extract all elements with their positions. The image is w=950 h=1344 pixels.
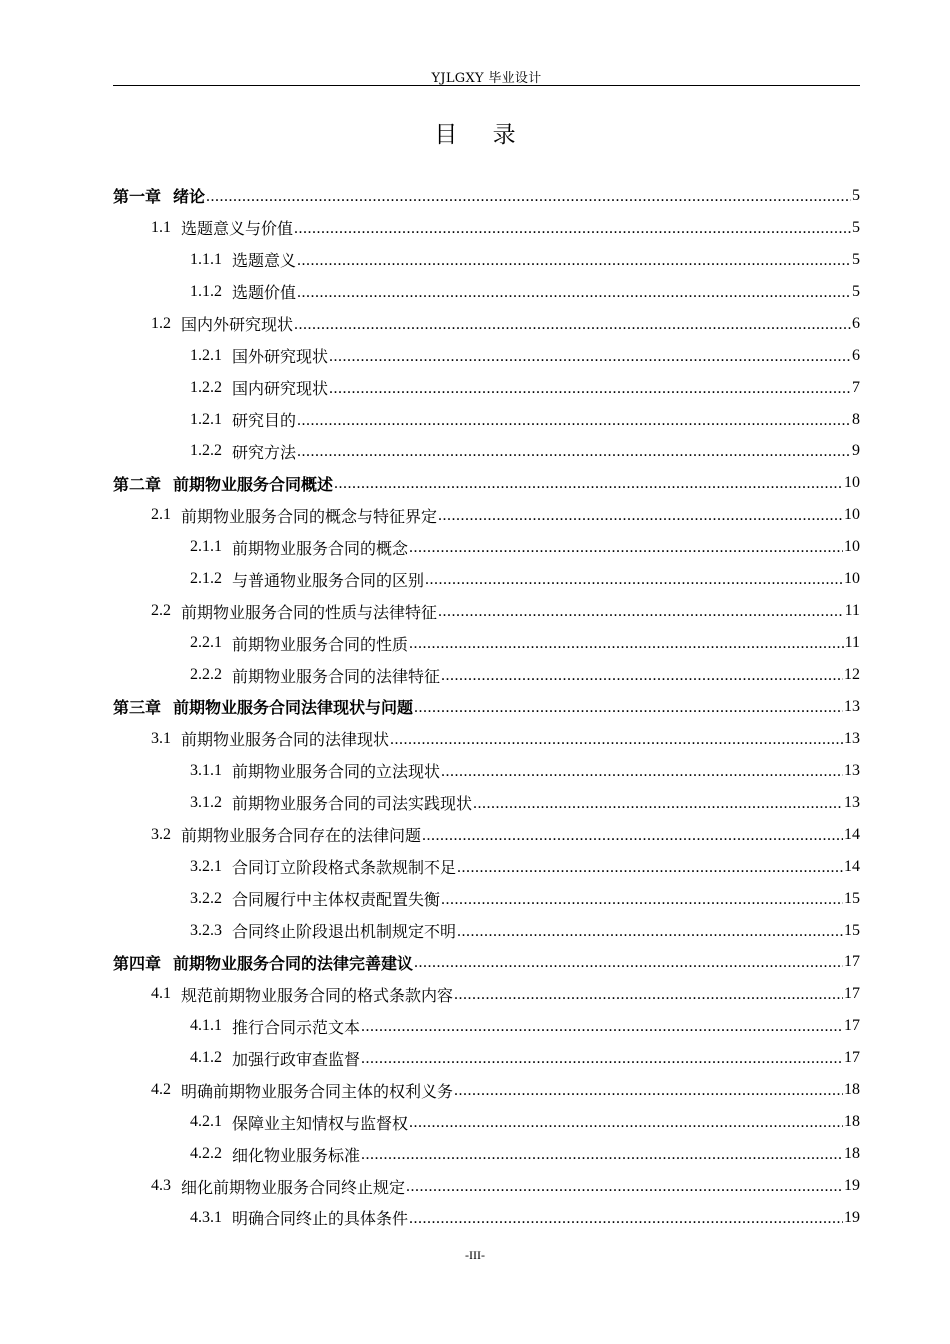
page-header-text: YJLGXY 毕业设计 — [431, 71, 542, 86]
toc-entry-number: 3.2 — [151, 825, 171, 843]
toc-entry-number: 3.2.2 — [190, 889, 222, 907]
toc-entry-number: 1.1.1 — [190, 250, 222, 268]
toc-entry[interactable] — [113, 851, 860, 883]
toc-entry[interactable] — [113, 244, 860, 276]
toc-entry[interactable] — [113, 1106, 860, 1138]
toc-entry-page: 10 — [844, 570, 860, 588]
toc-entry-page: 17 — [844, 1017, 860, 1035]
toc-dot-leader — [438, 603, 844, 621]
toc-entry-number: 2.1 — [151, 506, 171, 524]
toc-entry-label: 研究目的 — [232, 411, 297, 431]
toc-entry-number: 2.2.2 — [190, 666, 222, 684]
toc-entry[interactable] — [113, 1138, 860, 1170]
toc-entry[interactable] — [113, 915, 860, 947]
toc-dot-leader — [409, 1210, 843, 1228]
toc-entry-page: 15 — [844, 889, 860, 907]
toc-entry-page: 5 — [852, 218, 860, 236]
toc-entry-number: 1.2.2 — [190, 442, 222, 460]
toc-entry-label: 选题意义 — [232, 251, 297, 271]
toc-entry-page: 10 — [844, 506, 860, 524]
page-number: -III- — [465, 1248, 485, 1262]
toc-entry-number: 第二章 — [113, 474, 162, 494]
toc-entry-page: 18 — [844, 1081, 860, 1099]
toc-entry-number: 1.2.1 — [190, 410, 222, 428]
toc-entry-page: 17 — [844, 985, 860, 1003]
toc-dot-leader — [409, 539, 843, 557]
toc-entry[interactable] — [113, 1010, 860, 1042]
toc-entry-number: 4.1.1 — [190, 1017, 222, 1035]
toc-dot-leader — [294, 316, 851, 334]
toc-dot-leader — [441, 763, 843, 781]
toc-entry[interactable] — [113, 883, 860, 915]
toc-entry-page: 8 — [852, 410, 860, 428]
toc-entry-page: 13 — [844, 761, 860, 779]
toc-title: 目 录 — [434, 122, 530, 148]
toc-entry[interactable] — [113, 947, 860, 979]
toc-dot-leader — [454, 1082, 843, 1100]
toc-entry-number: 4.3.1 — [190, 1208, 222, 1226]
toc-entry-page: 10 — [844, 474, 860, 492]
toc-entry-number: 4.2.1 — [190, 1113, 222, 1131]
toc-entry-label: 前期物业服务合同法律现状与问题 — [173, 698, 414, 718]
toc-entry[interactable] — [113, 467, 860, 499]
toc-entry-page: 11 — [844, 602, 860, 620]
toc-dot-leader — [422, 827, 843, 845]
toc-dot-leader — [414, 954, 843, 972]
toc-entry-page: 13 — [844, 729, 860, 747]
toc-entry-page: 17 — [844, 953, 860, 971]
toc-entry-number: 1.2.2 — [190, 378, 222, 396]
toc-entry-number: 4.2 — [151, 1081, 171, 1099]
toc-entry-number: 1.2.1 — [190, 346, 222, 364]
toc-dot-leader — [361, 1018, 843, 1036]
toc-dot-leader — [409, 635, 844, 653]
toc-entry-label: 合同终止阶段退出机制规定不明 — [232, 922, 457, 942]
toc-dot-leader — [457, 923, 843, 941]
toc-entry-number: 4.3 — [151, 1177, 171, 1195]
toc-entry-number: 2.2 — [151, 602, 171, 620]
toc-entry-page: 19 — [844, 1177, 860, 1195]
toc-dot-leader — [425, 571, 843, 589]
toc-entry-page: 18 — [844, 1145, 860, 1163]
toc-entry-number: 3.2.1 — [190, 857, 222, 875]
toc-entry-label: 前期物业服务合同的司法实践现状 — [232, 794, 473, 814]
toc-entry-page: 15 — [844, 921, 860, 939]
toc-entry-number: 4.1 — [151, 985, 171, 1003]
toc-entry-page: 11 — [844, 634, 860, 652]
toc-entry-number: 3.1.1 — [190, 761, 222, 779]
toc-entry-label: 研究方法 — [232, 442, 297, 462]
toc-entry[interactable] — [113, 691, 860, 723]
toc-dot-leader — [473, 795, 843, 813]
toc-dot-leader — [457, 859, 843, 877]
toc-entry[interactable] — [113, 308, 860, 340]
toc-entry-number: 第四章 — [113, 953, 162, 973]
toc-dot-leader — [414, 699, 843, 717]
toc-entry-page: 6 — [852, 314, 860, 332]
header-rule — [113, 85, 860, 86]
toc-dot-leader — [297, 252, 851, 270]
toc-dot-leader — [297, 443, 851, 461]
toc-entry-label: 选题意义与价值 — [181, 219, 294, 239]
toc-dot-leader — [390, 731, 843, 749]
toc-entry-page: 6 — [852, 346, 860, 364]
toc-entry[interactable] — [113, 340, 860, 372]
toc-entry-label: 明确前期物业服务合同主体的权利义务 — [181, 1081, 454, 1101]
toc-entry[interactable] — [113, 659, 860, 691]
toc-dot-leader — [441, 891, 843, 909]
toc-entry-label: 国内外研究现状 — [181, 315, 294, 335]
toc-entry[interactable] — [113, 787, 860, 819]
toc-entry-number: 2.1.1 — [190, 538, 222, 556]
toc-entry-number: 1.1.2 — [190, 282, 222, 300]
toc-entry[interactable] — [113, 404, 860, 436]
toc-entry[interactable] — [113, 819, 860, 851]
toc-entry-page: 13 — [844, 793, 860, 811]
toc-dot-leader — [297, 412, 851, 430]
toc-dot-leader — [438, 507, 843, 525]
toc-dot-leader — [361, 1146, 843, 1164]
toc-entry-number: 3.1 — [151, 729, 171, 747]
toc-entry-page: 19 — [844, 1208, 860, 1226]
toc-entry[interactable] — [113, 595, 860, 627]
toc-entry-page: 12 — [844, 666, 860, 684]
toc-entry-number: 1.2 — [151, 314, 171, 332]
toc-entry-number: 第一章 — [113, 187, 162, 207]
toc-entry-page: 18 — [844, 1113, 860, 1131]
toc-entry-label: 规范前期物业服务合同的格式条款内容 — [181, 985, 454, 1005]
toc-entry-label: 前期物业服务合同的立法现状 — [232, 762, 441, 782]
toc-entry-number: 1.1 — [151, 218, 171, 236]
toc-entry[interactable] — [113, 723, 860, 755]
toc-entry-page: 14 — [844, 857, 860, 875]
toc-entry-label: 保障业主知情权与监督权 — [232, 1113, 409, 1133]
toc-entry-page: 5 — [852, 250, 860, 268]
toc-entry[interactable] — [113, 978, 860, 1010]
toc-entry-label: 前期物业服务合同的法律完善建议 — [173, 953, 414, 973]
toc-entry[interactable] — [113, 627, 860, 659]
toc-entry[interactable] — [113, 180, 860, 212]
toc-entry-label: 前期物业服务合同的法律现状 — [181, 730, 390, 750]
toc-entry-label: 绪论 — [173, 187, 206, 207]
toc-entry-label: 国内研究现状 — [232, 379, 329, 399]
toc-entry-number: 第三章 — [113, 698, 162, 718]
toc-entry-number: 3.1.2 — [190, 793, 222, 811]
toc-dot-leader — [329, 348, 851, 366]
toc-entry-page: 9 — [852, 442, 860, 460]
toc-entry-number: 4.1.2 — [190, 1049, 222, 1067]
toc-entry[interactable] — [113, 276, 860, 308]
toc-dot-leader — [334, 475, 843, 493]
toc-entry-label: 细化物业服务标准 — [232, 1145, 361, 1165]
toc-dot-leader — [329, 380, 851, 398]
toc-entry[interactable] — [113, 531, 860, 563]
table-of-contents — [113, 180, 860, 1234]
toc-entry-page: 5 — [852, 282, 860, 300]
toc-entry-page: 5 — [852, 186, 860, 204]
toc-entry-number: 2.2.1 — [190, 634, 222, 652]
toc-entry-page: 17 — [844, 1049, 860, 1067]
toc-entry[interactable] — [113, 755, 860, 787]
toc-entry-label: 国外研究现状 — [232, 347, 329, 367]
toc-entry-label: 前期物业服务合同存在的法律问题 — [181, 826, 422, 846]
toc-entry-number: 2.1.2 — [190, 570, 222, 588]
toc-entry[interactable] — [113, 1042, 860, 1074]
toc-entry-label: 前期物业服务合同的概念与特征界定 — [181, 506, 438, 526]
toc-entry-label: 合同订立阶段格式条款规制不足 — [232, 858, 457, 878]
toc-entry-label: 合同履行中主体权责配置失衡 — [232, 890, 441, 910]
toc-entry-number: 4.2.2 — [190, 1145, 222, 1163]
toc-dot-leader — [406, 1178, 843, 1196]
toc-entry-number: 3.2.3 — [190, 921, 222, 939]
toc-entry-label: 推行合同示范文本 — [232, 1017, 361, 1037]
toc-entry-page: 10 — [844, 538, 860, 556]
toc-dot-leader — [297, 284, 851, 302]
toc-dot-leader — [206, 188, 851, 206]
toc-dot-leader — [409, 1114, 843, 1132]
toc-entry[interactable] — [113, 1202, 860, 1234]
toc-entry-label: 选题价值 — [232, 283, 297, 303]
toc-entry-label: 前期物业服务合同概述 — [173, 474, 334, 494]
toc-dot-leader — [361, 1050, 843, 1068]
toc-dot-leader — [294, 220, 851, 238]
toc-entry[interactable] — [113, 212, 860, 244]
toc-entry-page: 13 — [844, 697, 860, 715]
toc-entry[interactable] — [113, 1074, 860, 1106]
toc-entry[interactable] — [113, 563, 860, 595]
toc-entry-label: 加强行政审查监督 — [232, 1049, 361, 1069]
toc-entry-page: 14 — [844, 825, 860, 843]
toc-dot-leader — [441, 667, 843, 685]
toc-entry-label: 与普通物业服务合同的区别 — [232, 570, 425, 590]
toc-entry-label: 前期物业服务合同的性质与法律特征 — [181, 602, 438, 622]
toc-entry[interactable] — [113, 499, 860, 531]
toc-entry-label: 前期物业服务合同的性质 — [232, 634, 409, 654]
toc-entry-label: 前期物业服务合同的法律特征 — [232, 666, 441, 686]
toc-entry-page: 7 — [852, 378, 860, 396]
toc-entry-label: 前期物业服务合同的概念 — [232, 538, 409, 558]
toc-entry[interactable] — [113, 372, 860, 404]
toc-entry-label: 明确合同终止的具体条件 — [232, 1209, 409, 1229]
toc-entry-label: 细化前期物业服务合同终止规定 — [181, 1177, 406, 1197]
toc-entry[interactable] — [113, 436, 860, 468]
toc-dot-leader — [454, 986, 843, 1004]
toc-entry[interactable] — [113, 1170, 860, 1202]
